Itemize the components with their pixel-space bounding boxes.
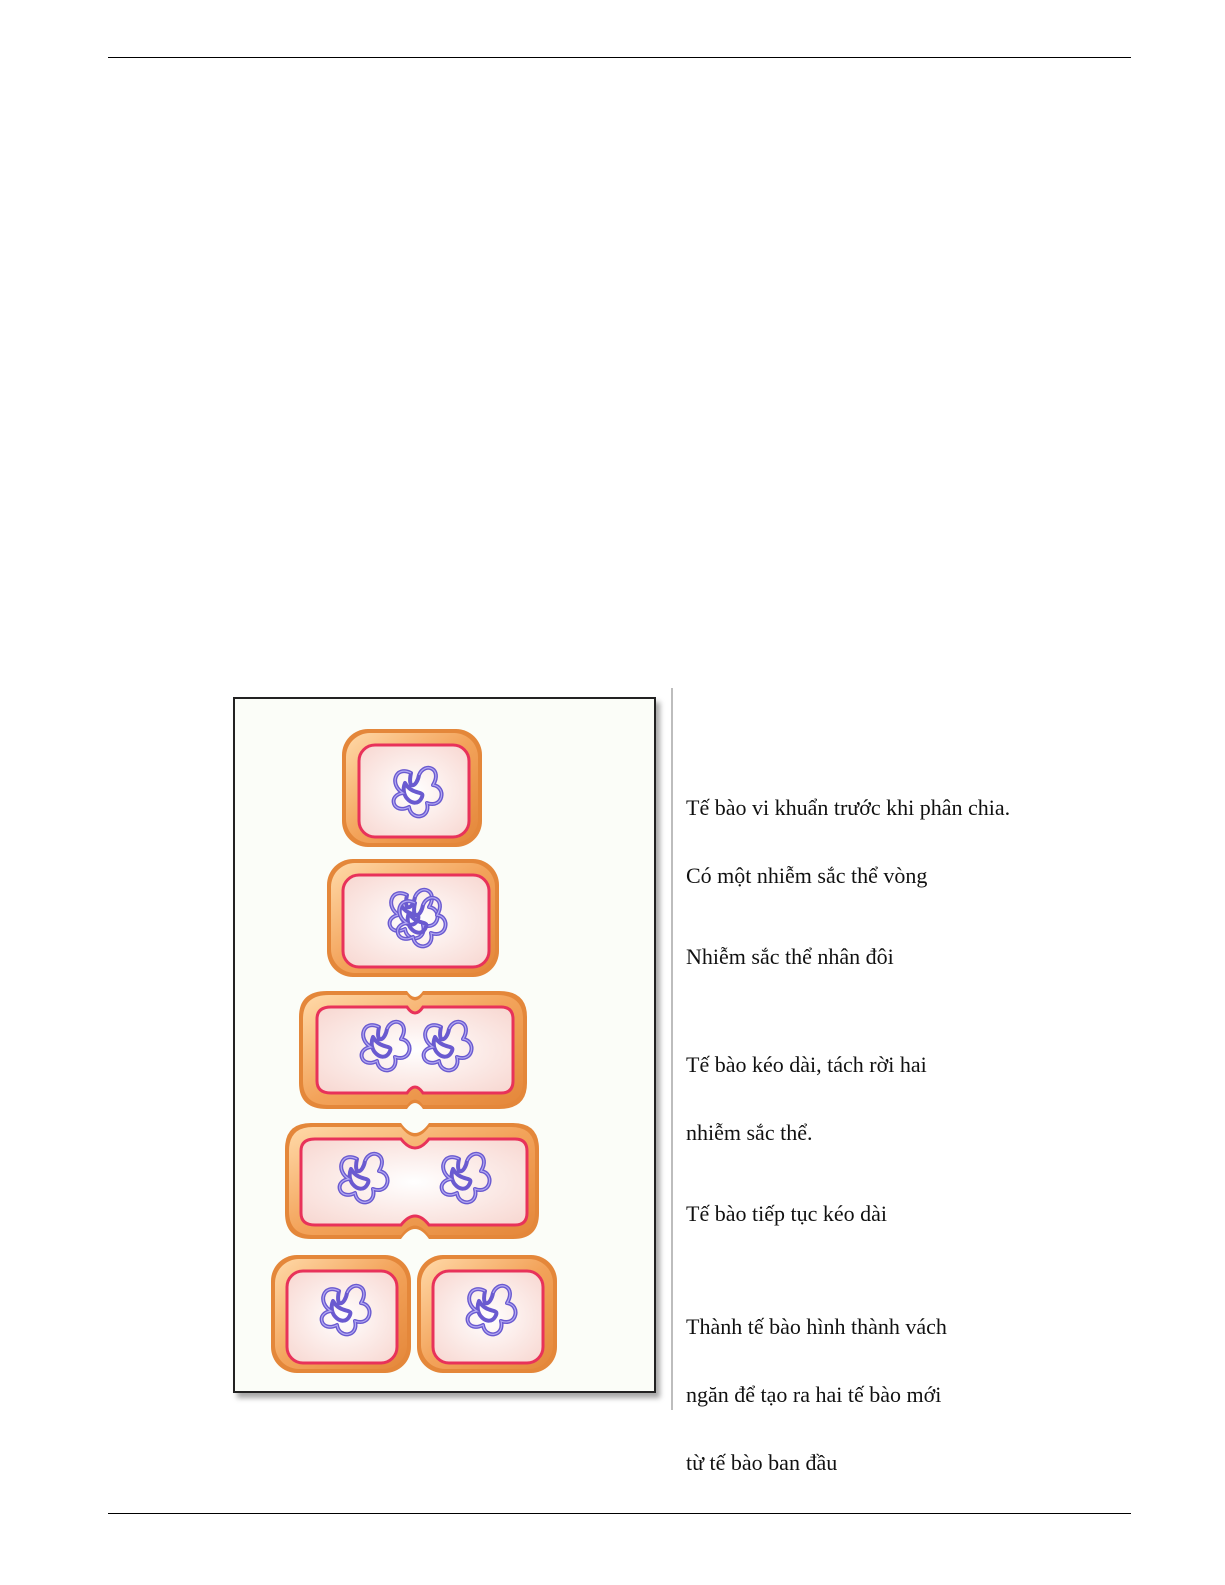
- header-rule: [108, 57, 1131, 58]
- caption-stage-1: Tế bào vi khuẩn trước khi phân chia. Có một nhiễm sắc thể vòng: [686, 795, 1011, 888]
- caption-stage-5: Thành tế bào hình thành vách ngăn để tạo ra hai tế bào mới từ tế bào ban đầu: [686, 1314, 947, 1475]
- caption-stage-2: Nhiễm sắc thể nhân đôi: [686, 944, 894, 969]
- divider-line: [671, 688, 673, 1410]
- cell-stage-1: [342, 729, 482, 847]
- caption-stage-4: Tế bào tiếp tục kéo dài: [686, 1201, 887, 1226]
- caption-stage-3: Tế bào kéo dài, tách rời hai nhiễm sắc thể.: [686, 1052, 927, 1145]
- cell-stage-2: [327, 859, 499, 977]
- cell-division-illustration: [235, 699, 654, 1391]
- cell-stage-5: [271, 1255, 557, 1373]
- footer-rule: [108, 1513, 1131, 1514]
- cell-stage-3: [299, 991, 527, 1109]
- cell-stage-4: [285, 1123, 539, 1239]
- cell-division-figure: [233, 697, 656, 1393]
